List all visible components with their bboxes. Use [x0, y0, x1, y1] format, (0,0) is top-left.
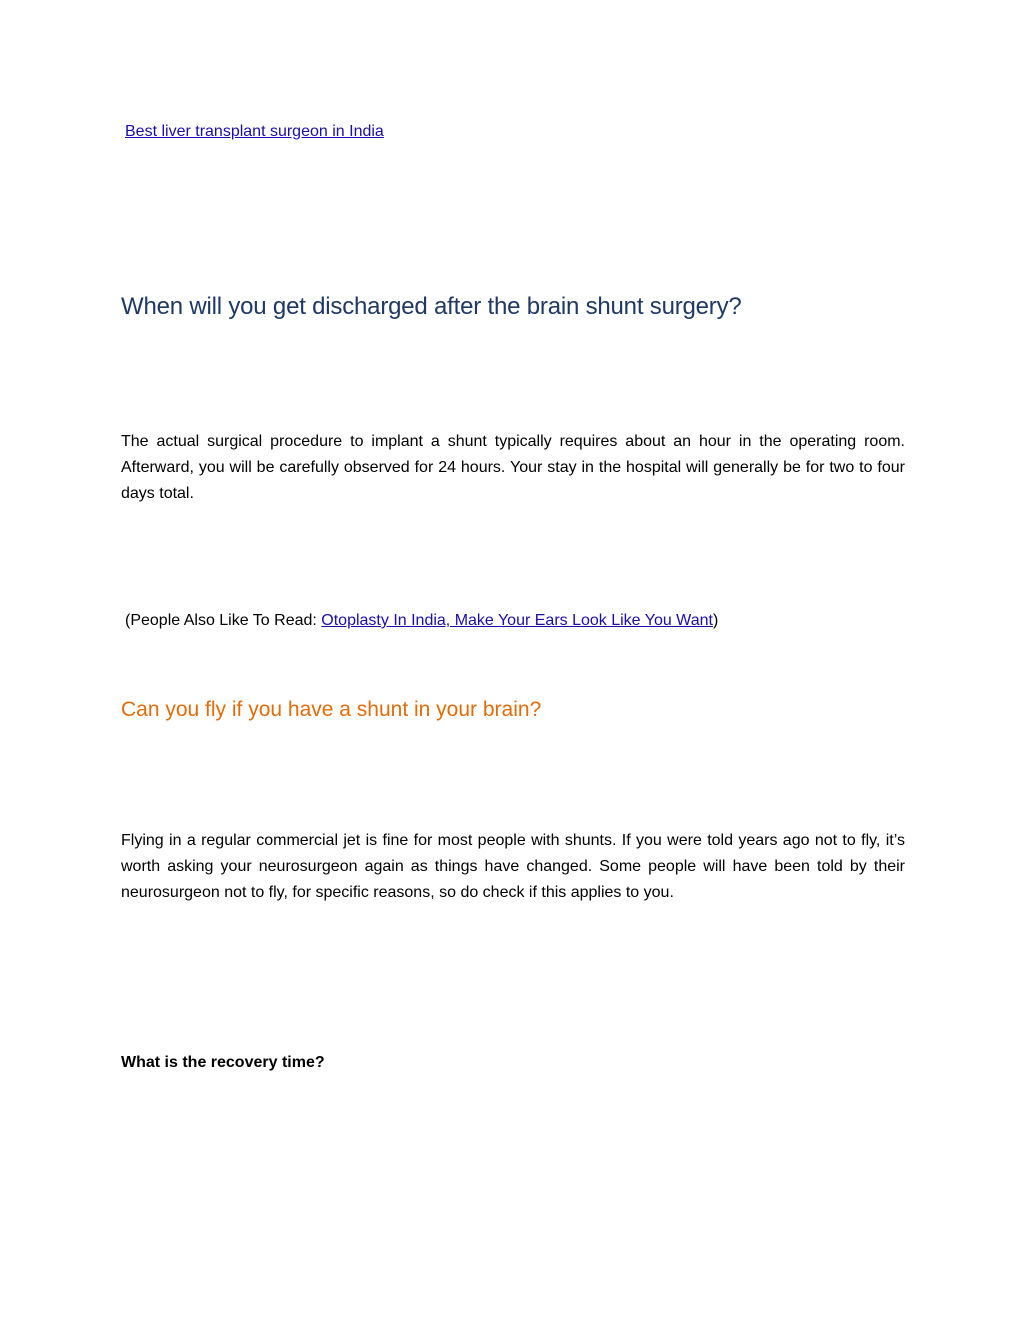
related-reading-suffix: ) [712, 612, 719, 629]
flying-paragraph: Flying in a regular commercial jet is fine for most people with shunts. If you were told years ago not to fly, it’s worth asking your neurosurgeon again as things have changed. Some people will have been told by their neurosurgeon not to fly, for specific reasons, so do check if this applies to you. [121, 832, 905, 901]
related-reading-line [125, 609, 718, 633]
recovery-time-heading: What is the recovery time? [121, 1054, 325, 1071]
related-reading-prefix: (People Also Like To Read: [125, 612, 322, 629]
best-liver-transplant-surgeon-link[interactable]: Best liver transplant surgeon in India [125, 123, 384, 140]
discharge-paragraph: The actual surgical procedure to implant a shunt typically requires about an hour in the operating room. Afterward, you will be carefully observed for 24 hours. Your stay in the hospital will generally be for two to four days total. [121, 433, 905, 502]
flying-heading: Can you fly if you have a shunt in your brain? [121, 698, 542, 721]
otoplasty-in-india-link[interactable]: Otoplasty In India, Make Your Ears Look Like You Want [321, 612, 713, 629]
discharge-heading: When will you get discharged after the brain shunt surgery? [121, 293, 742, 320]
